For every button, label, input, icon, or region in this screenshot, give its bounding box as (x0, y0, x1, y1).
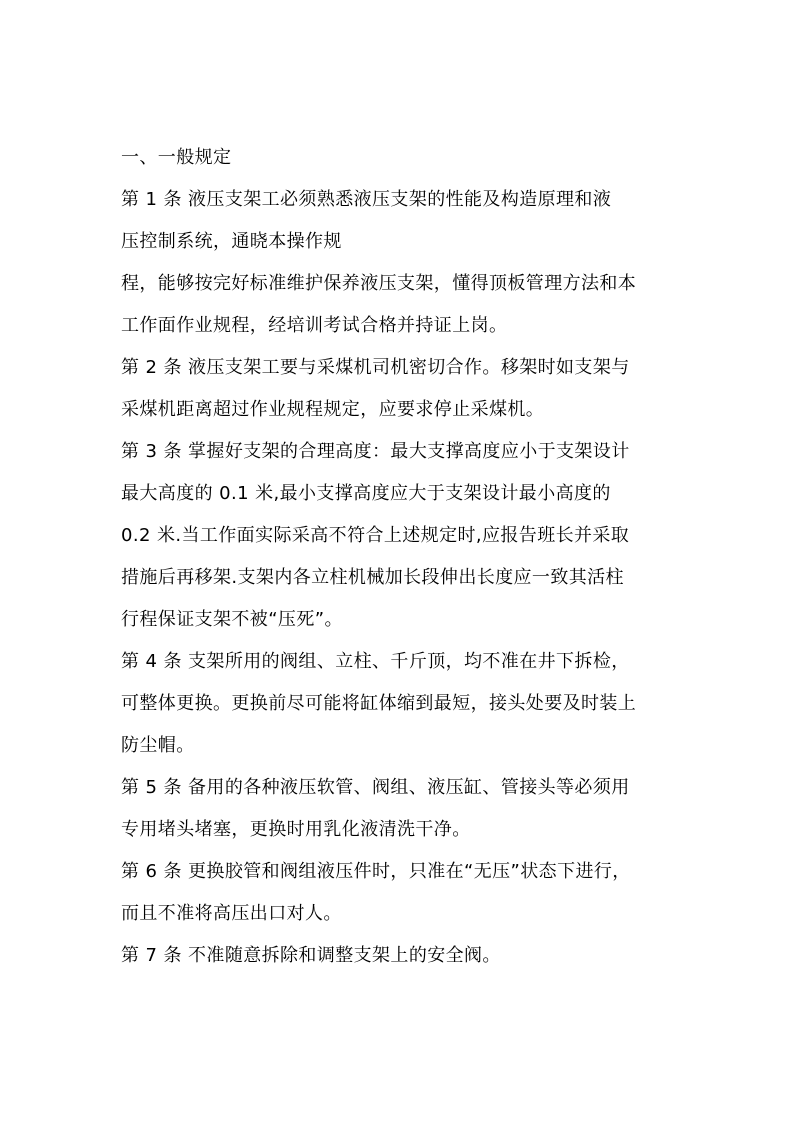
text-line: 0.2 米.当工作面实际采高不符合上述规定时,应报告班长并采取 (121, 525, 630, 546)
text-line: 可整体更换。更换前尽可能将缸体缩到最短，接头处要及时装上 (121, 693, 637, 714)
text-line: 工作面作业规程，经培训考试合格并持证上岗。 (121, 315, 508, 336)
text-line: 行程保证支架不被“压死”。 (121, 609, 343, 630)
text-line: 采煤机距离超过作业规程规定，应要求停止采煤机。 (121, 399, 545, 420)
text-line: 措施后再移架.支架内各立柱机械加长段伸出长度应一致其活柱 (121, 567, 624, 588)
text-line: 第 5 条 备用的各种液压软管、阀组、液压缸、管接头等必须用 (121, 777, 630, 798)
text-line: 程，能够按完好标准维护保养液压支架，懂得顶板管理方法和本 (121, 273, 637, 294)
text-line: 第 4 条 支架所用的阀组、立柱、千斤顶，均不准在井下拆检， (121, 651, 630, 672)
text-line: 专用堵头堵塞，更换时用乳化液清洗干净。 (121, 819, 471, 840)
text-line: 最大高度的 0.1 米,最小支撑高度应大于支架设计最小高度的 (121, 483, 611, 504)
text-line: 第 6 条 更换胶管和阀组液压件时，只准在“无压”状态下进行， (121, 861, 631, 882)
text-line: 第 7 条 不准随意拆除和调整支架上的安全阀。 (121, 945, 501, 966)
text-line: 防尘帽。 (121, 735, 195, 756)
text-line: 第 1 条 液压支架工必须熟悉液压支架的性能及构造原理和液 (121, 189, 612, 210)
text-line: 第 2 条 液压支架工要与采煤机司机密切合作。移架时如支架与 (121, 357, 630, 378)
text-line: 而且不准将高压出口对人。 (121, 903, 342, 924)
text-line: 第 3 条 掌握好支架的合理高度：最大支撑高度应小于支架设计 (121, 441, 630, 462)
text-line: 压控制系统，通晓本操作规 (121, 231, 342, 252)
section-heading: 一、一般规定 (121, 147, 232, 168)
